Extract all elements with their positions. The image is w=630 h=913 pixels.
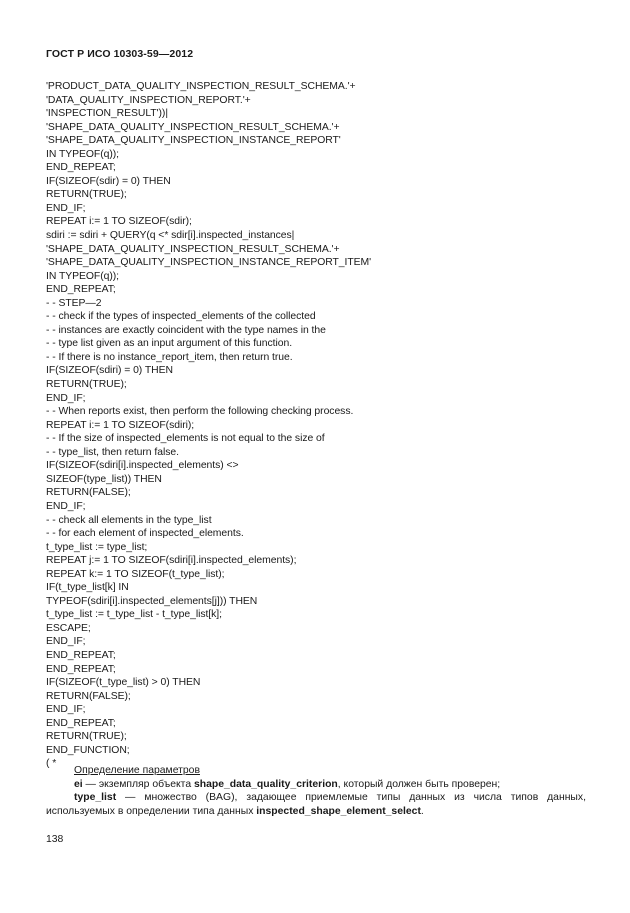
- code-line: 'PRODUCT_DATA_QUALITY_INSPECTION_RESULT_SCHEMA.'+: [46, 81, 356, 92]
- code-line: IN TYPEOF(q));: [46, 270, 120, 282]
- code-line: END_REPEAT;: [46, 717, 116, 729]
- ei-text-2: , который должен быть проверен;: [337, 778, 501, 790]
- document-header: ГОСТ Р ИСО 10303-59—2012: [46, 48, 194, 60]
- ref-inspected-shape-element-select: inspected_shape_element_select: [256, 805, 421, 817]
- code-line: t_type_list := t_type_list - t_type_list[k];: [46, 609, 222, 621]
- code-line: - - type list given as an input argument of this function.: [46, 338, 293, 350]
- code-line: RETURN(TRUE);: [46, 731, 127, 743]
- code-line: - - type_list, then return false.: [46, 446, 179, 458]
- code-line: IF(SIZEOF(sdir) = 0) THEN: [46, 175, 171, 187]
- code-line: - - STEP—2: [46, 297, 102, 309]
- code-line: END_IF;: [46, 202, 86, 214]
- code-line: 'SHAPE_DATA_QUALITY_INSPECTION_INSTANCE_REPORT_ITEM': [46, 257, 372, 269]
- ei-text-1: — экземпляр объекта: [82, 778, 194, 790]
- code-line: IN TYPEOF(q));: [46, 148, 120, 160]
- code-listing: [46, 80, 586, 771]
- definitions-heading: Определение параметров: [74, 765, 200, 776]
- code-line: REPEAT i:= 1 TO SIZEOF(sdir);: [46, 216, 192, 228]
- ref-shape-data-quality-criterion: shape_data_quality_criterion: [193, 778, 338, 790]
- code-line: - - instances are exactly coincident with the type names in the: [46, 324, 326, 336]
- code-line: END_IF;: [46, 500, 86, 512]
- code-line: END_REPEAT;: [46, 284, 116, 296]
- parameter-definitions: [46, 764, 586, 818]
- code-line: REPEAT k:= 1 TO SIZEOF(t_type_list);: [46, 568, 225, 580]
- code-line: END_FUNCTION;: [46, 744, 130, 756]
- definition-type-list-cont: [46, 805, 586, 819]
- code-line: IF(SIZEOF(sdiri[i].inspected_elements) <>: [46, 460, 239, 472]
- code-line: END_REPEAT;: [46, 663, 116, 675]
- code-line: END_IF;: [46, 392, 86, 404]
- code-line: - - If there is no instance_report_item, then return true.: [46, 351, 293, 363]
- page-number: 138: [46, 834, 64, 845]
- code-line: 'INSPECTION_RESULT'))|: [46, 108, 168, 120]
- code-line: RETURN(TRUE);: [46, 189, 127, 201]
- code-line: t_type_list := type_list;: [46, 541, 148, 553]
- code-line: IF(t_type_list[k] IN: [46, 582, 129, 594]
- code-line: END_REPEAT;: [46, 649, 116, 661]
- code-line: ( *: [46, 758, 57, 770]
- type-list-text-3: .: [420, 805, 424, 817]
- code-line: - - If the size of inspected_elements is not equal to the size of: [46, 433, 325, 445]
- code-line: 'SHAPE_DATA_QUALITY_INSPECTION_RESULT_SCHEMA.'+: [46, 121, 340, 133]
- definition-type-list: [46, 791, 586, 805]
- code-line: 'DATA_QUALITY_INSPECTION_REPORT.'+: [46, 94, 251, 106]
- code-line: - - for each element of inspected_elements.: [46, 528, 244, 540]
- code-line: 'SHAPE_DATA_QUALITY_INSPECTION_RESULT_SCHEMA.'+: [46, 243, 340, 255]
- code-line: RETURN(FALSE);: [46, 690, 131, 702]
- term-ei: ei: [74, 778, 83, 790]
- type-list-text-2: используемых в определении типа данных: [46, 805, 257, 817]
- definition-ei: [46, 778, 586, 792]
- code-line: - - check if the types of inspected_elements of the collected: [46, 311, 316, 323]
- code-line: END_REPEAT;: [46, 162, 116, 174]
- code-line: REPEAT j:= 1 TO SIZEOF(sdiri[i].inspected_elements);: [46, 555, 297, 567]
- type-list-text-1: — множество (BAG), задающее приемлемые типы данных из числа типов данных,: [116, 792, 586, 804]
- code-line: IF(SIZEOF(sdiri) = 0) THEN: [46, 365, 173, 377]
- code-line: RETURN(TRUE);: [46, 379, 127, 391]
- code-line: RETURN(FALSE);: [46, 487, 131, 499]
- code-line: TYPEOF(sdiri[i].inspected_elements[j])) THEN: [46, 595, 258, 607]
- code-line: END_IF;: [46, 636, 86, 648]
- code-line: - - check all elements in the type_list: [46, 514, 212, 526]
- code-line: sdiri := sdiri + QUERY(q <* sdir[i].inspected_instances|: [46, 230, 295, 242]
- code-line: 'SHAPE_DATA_QUALITY_INSPECTION_INSTANCE_REPORT': [46, 135, 341, 147]
- code-line: ESCAPE;: [46, 622, 91, 634]
- term-type-list: type_list: [74, 792, 117, 804]
- code-line: REPEAT i:= 1 TO SIZEOF(sdiri);: [46, 419, 195, 431]
- code-line: IF(SIZEOF(t_type_list) > 0) THEN: [46, 677, 201, 689]
- code-line: END_IF;: [46, 704, 86, 716]
- code-line: - - When reports exist, then perform the following checking process.: [46, 406, 354, 418]
- code-line: SIZEOF(type_list)) THEN: [46, 473, 162, 485]
